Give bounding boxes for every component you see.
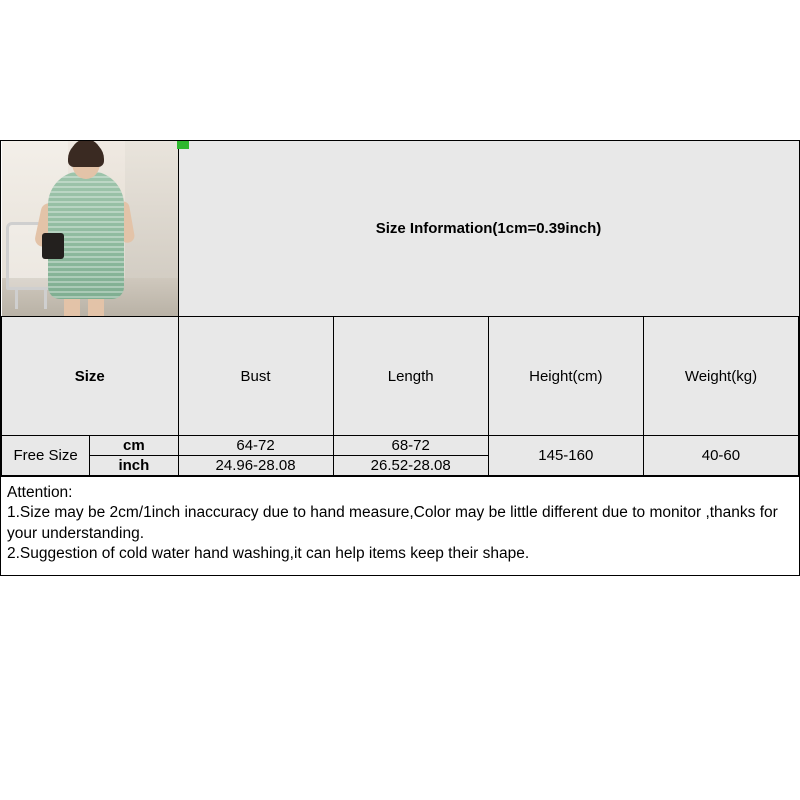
- cell-length-cm: 68-72: [333, 436, 488, 456]
- size-chart-sheet: [0, 140, 800, 576]
- table-row: [2, 436, 799, 456]
- attention-heading: Attention:: [7, 484, 73, 501]
- cell-height: 145-160: [488, 436, 643, 476]
- product-photo: [2, 141, 179, 317]
- attention-line-1: 1.Size may be 2cm/1inch inaccuracy due to hand measure,Color may be little different due to monitor ,thanks for your understanding.: [7, 504, 778, 542]
- attention-line-2: 2.Suggestion of cold water hand washing,it can help items keep their shape.: [7, 545, 530, 563]
- unit-inch: inch: [90, 456, 178, 476]
- table-header-row: [2, 317, 799, 436]
- cell-bust-cm: 64-72: [178, 436, 333, 456]
- header-height: Height(cm): [488, 317, 643, 436]
- attention-section: [1, 476, 799, 575]
- cell-weight: 40-60: [643, 436, 798, 476]
- header-bust: Bust: [178, 317, 333, 436]
- cell-bust-inch: 24.96-28.08: [178, 456, 333, 476]
- chart-title: Size Information(1cm=0.39inch): [178, 141, 799, 317]
- size-information-table: [1, 141, 799, 476]
- row-label-free-size: Free Size: [2, 436, 90, 476]
- header-size: Size: [2, 317, 179, 436]
- unit-cm: cm: [90, 436, 178, 456]
- header-weight: Weight(kg): [643, 317, 798, 436]
- photo-model-hair: [68, 141, 104, 167]
- header-length: Length: [333, 317, 488, 436]
- table-row-title: [2, 141, 799, 317]
- cell-length-inch: 26.52-28.08: [333, 456, 488, 476]
- photo-model-bag: [42, 233, 64, 259]
- product-photo-image: [2, 141, 178, 316]
- green-marker-icon: [177, 141, 189, 149]
